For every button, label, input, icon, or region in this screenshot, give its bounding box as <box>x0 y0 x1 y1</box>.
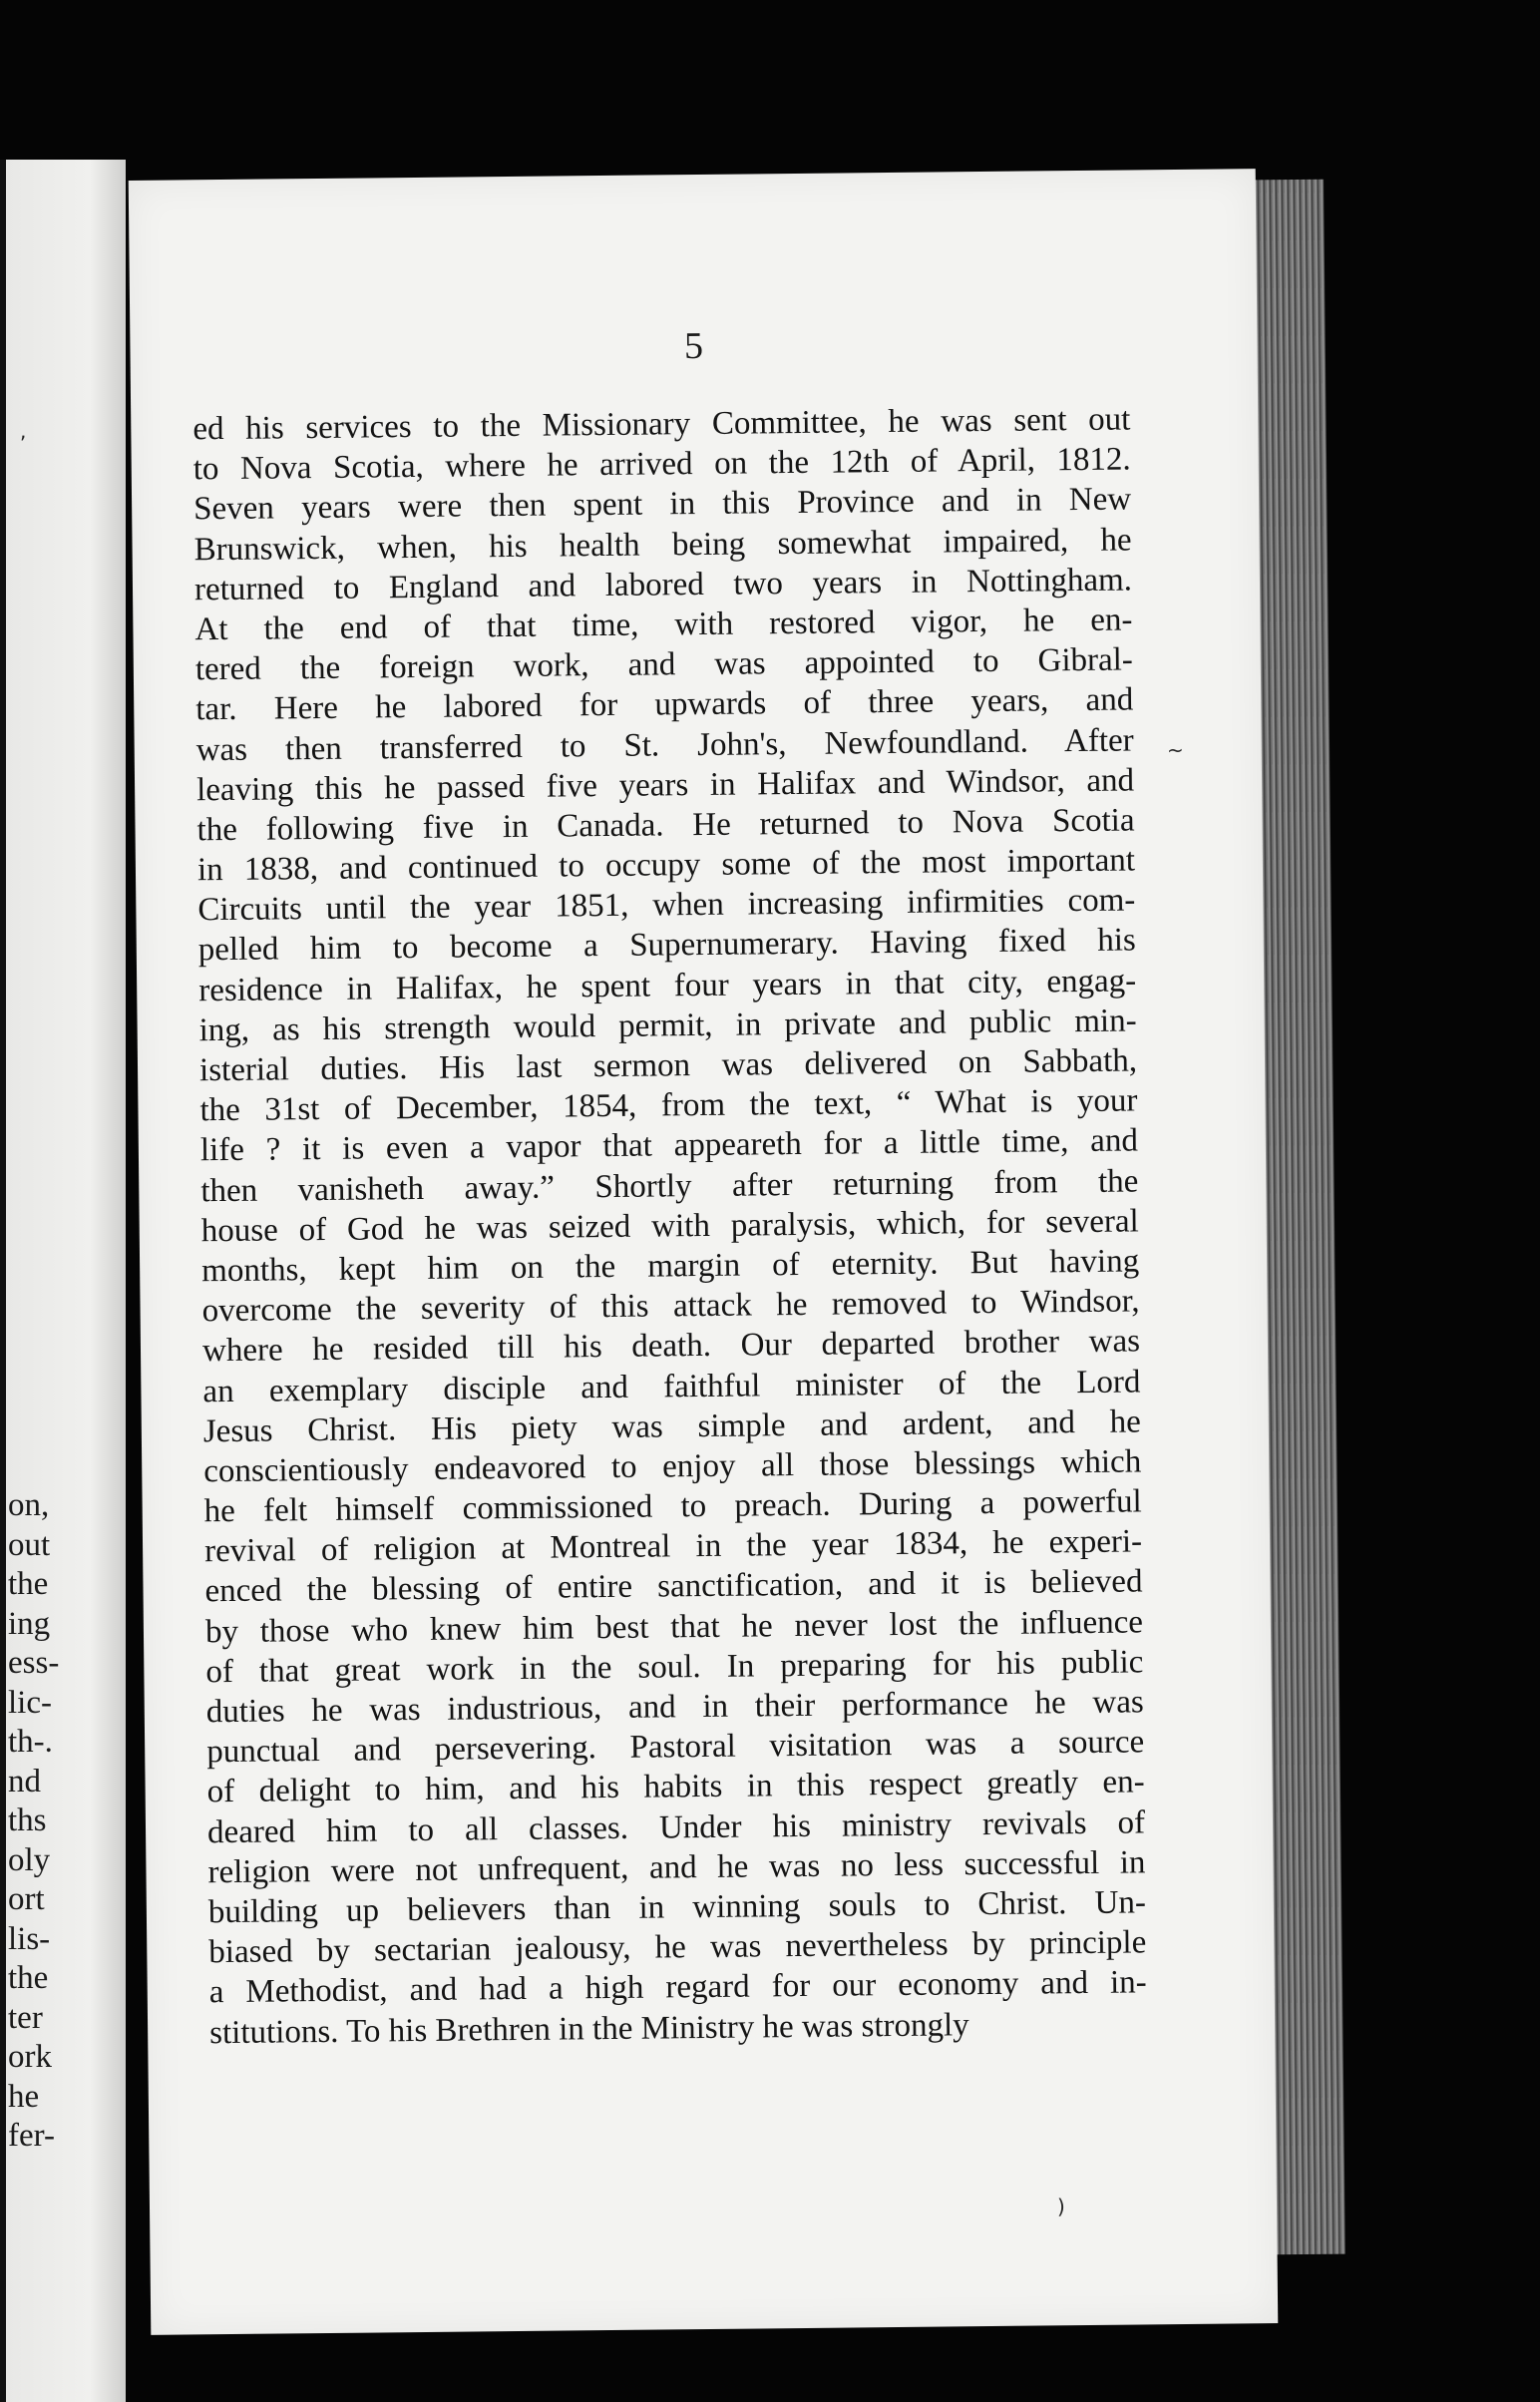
text-line: deared him to all classes. Under his ministry revivals of <box>206 1803 1146 1850</box>
page-body-text <box>192 399 1147 2052</box>
text-line: of that great work in the soul. In preparing for his public <box>205 1644 1144 1691</box>
text-line: a Methodist, and had a high regard for our economy and in- <box>208 1964 1147 2011</box>
text-line: stitutions. To his Brethren in the Ministry he was strongly <box>208 2006 969 2051</box>
left-page-text-fragments <box>8 1486 68 2157</box>
left-page-fragment: ing <box>8 1605 51 1642</box>
text-line: the 31st of December, 1854, from the text, “ What is your <box>199 1082 1138 1129</box>
text-line: returned to England and labored two years in Nottingham. <box>193 562 1133 608</box>
text-line: an exemplary disciple and faithful minister of the Lord <box>202 1363 1141 1409</box>
left-page-fragment: oly <box>8 1841 51 1878</box>
text-line: At the end of that time, with restored vigor, he en- <box>194 601 1133 648</box>
scan-speck: ~ <box>1167 738 1184 762</box>
left-page-fragment: ter <box>8 1999 43 2036</box>
text-line: where he resided till his death. Our departed brother was <box>201 1323 1141 1370</box>
text-line: religion were not unfrequent, and he was no less successful in <box>207 1844 1146 1890</box>
left-page-fragment: ths <box>8 1802 47 1838</box>
left-facing-page <box>0 160 126 2402</box>
text-line: then vanisheth away.” Shortly after returning from the <box>200 1162 1139 1209</box>
text-line: revival of religion at Montreal in the year 1834, he experi- <box>203 1523 1143 1570</box>
text-line: ed his services to the Missionary Committee, he was sent out <box>192 401 1131 448</box>
text-line: Jesus Christ. His piety was simple and ardent, and he <box>202 1403 1141 1449</box>
left-page-fragment: out <box>8 1526 51 1563</box>
left-page-fragment: ess- <box>8 1645 60 1681</box>
text-line: residence in Halifax, he spent four years in that city, engag- <box>198 963 1137 1008</box>
left-page-fragment: ort <box>8 1881 45 1917</box>
left-page-fragment: the <box>8 1960 49 1996</box>
left-page-fragment: ork <box>8 2039 52 2075</box>
text-line: ing, as his strength would permit, in private and public min- <box>198 1002 1137 1049</box>
text-line: enced the blessing of entire sanctification, and it is believed <box>204 1563 1143 1610</box>
text-line: the following five in Canada. He returned to Nova Scotia <box>196 802 1135 849</box>
left-page-fragment: lis- <box>8 1920 51 1957</box>
text-line: Seven years were then spent in this Province and in New <box>192 481 1132 528</box>
text-line: overcome the severity of this attack he removed to Windsor, <box>201 1283 1140 1330</box>
left-page-fragment: the <box>8 1566 49 1602</box>
text-line: punctual and persevering. Pastoral visitation was a source <box>206 1724 1145 1771</box>
text-line: Circuits until the year 1851, when increasing infirmities com- <box>197 882 1136 929</box>
text-line: Brunswick, when, his health being somewhat impaired, he <box>193 522 1132 568</box>
text-line: building up believers than in winning souls to Christ. Un- <box>207 1884 1147 1931</box>
text-line: isterial duties. His last sermon was delivered on Sabbath, <box>198 1042 1138 1089</box>
text-line: house of God he was seized with paralysis, which, for several <box>200 1203 1139 1250</box>
left-page-fragment: lic- <box>8 1684 52 1721</box>
scan-speck: ) <box>1057 2195 1065 2218</box>
left-page-fragment: fer- <box>8 2118 55 2154</box>
text-line: to Nova Scotia, where he arrived on the 12th of April, 1812. <box>192 441 1131 488</box>
text-line: tar. Here he labored for upwards of three years, and <box>195 681 1134 728</box>
text-line: tered the foreign work, and was appointed to Gibral- <box>194 641 1133 688</box>
left-page-fragment: nd <box>8 1763 41 1800</box>
text-line: was then transferred to St. John's, Newfoundland. After <box>195 721 1134 768</box>
text-line: life ? it is even a vapor that appeareth for a little time, and <box>199 1122 1139 1169</box>
text-line: biased by sectarian jealousy, he was nevertheless by principle <box>208 1924 1147 1971</box>
text-line: conscientiously endeavored to enjoy all those blessings which <box>203 1443 1142 1490</box>
left-page-fragment: th-. <box>8 1724 53 1760</box>
text-line: leaving this he passed five years in Halifax and Windsor, and <box>195 762 1135 808</box>
text-line: in 1838, and continued to occupy some of the most important <box>196 842 1136 889</box>
text-line: by those who knew him best that he never lost the influence <box>204 1604 1144 1650</box>
scan-speck: , <box>20 419 27 443</box>
text-line: pelled him to become a Supernumerary. Having fixed his <box>197 922 1136 969</box>
text-line: duties he was industrious, and in their performance he was <box>205 1684 1144 1731</box>
text-line: he felt himself commissioned to preach. During a powerful <box>203 1483 1142 1530</box>
left-page-fragment: on, <box>8 1487 50 1523</box>
left-page-fragment: he <box>8 2078 40 2115</box>
book-page <box>129 169 1279 2335</box>
text-line: of delight to him, and his habits in this respect greatly en- <box>206 1764 1145 1810</box>
page-number: 5 <box>683 324 704 368</box>
text-line: months, kept him on the margin of eternity. But having <box>200 1243 1140 1290</box>
